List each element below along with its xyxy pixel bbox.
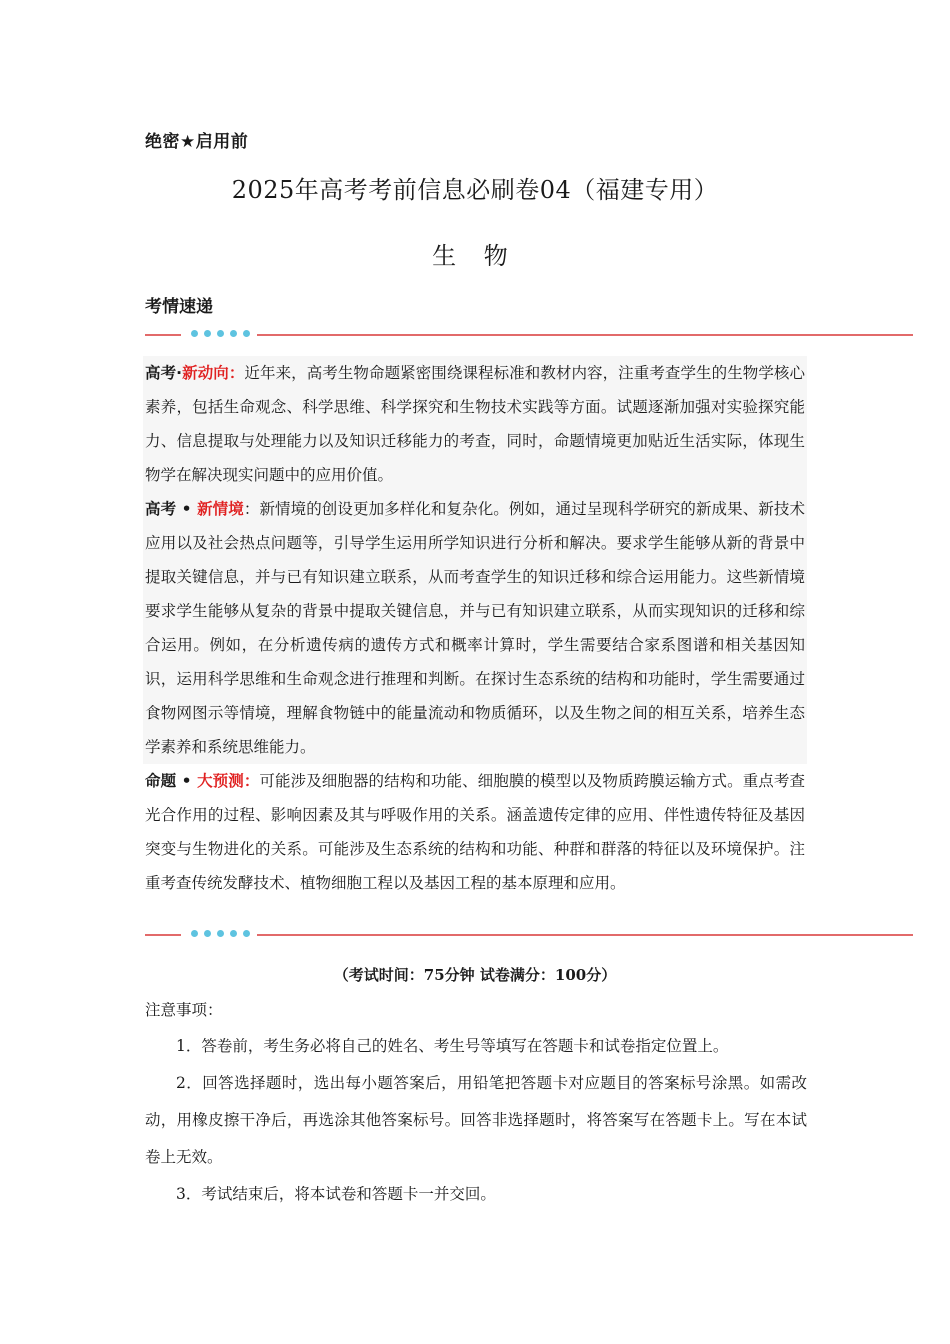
dot-icon — [243, 330, 250, 337]
notice-item: 2．回答选择题时，选出每小题答案后，用铅笔把答题卡对应题目的答案标号涂黑。如需改动，用橡皮擦干净后，再选涂其他答案标号。回答非选择题时，将答案写在答题卡上。写在本试卷上无效。 — [145, 1074, 807, 1166]
section-heading: 考情速递 — [145, 297, 213, 317]
big-prediction-text: 可能涉及细胞器的结构和功能、细胞膜的模型以及物质跨膜运输方式。重点考查光合作用的过程、影响因素及其与呼吸作用的关系。涵盖遗传定律的应用、伴性遗传特征及基因突变与生物进化的关系。可能涉及生态系统的结构和功能、种群和群落的特征以及环境保护。注重考查传统发酵技术、植物细胞工程以及基因工程的基本原理和应用。 — [145, 772, 805, 892]
dot-icon — [191, 930, 198, 937]
divider-line — [145, 934, 181, 936]
subject-title: 生 物 — [432, 242, 518, 270]
top-divider — [145, 328, 913, 342]
dot-icon — [217, 930, 224, 937]
paper-title: 2025年高考考前信息必刷卷04（福建专用） — [231, 176, 719, 204]
new-direction-paragraph — [143, 356, 807, 492]
dot-icon — [217, 330, 224, 337]
exam-trend-block — [143, 356, 807, 900]
dot-icon — [204, 330, 211, 337]
notice-list — [145, 1028, 807, 1213]
dot-icon — [230, 330, 237, 337]
exam-time-score: （考试时间：75分钟 试卷满分：100分） — [333, 966, 617, 984]
new-context-paragraph: 高考 • 新情境：新情境的创设更加多样化和复杂化。例如，通过呈现科学研究的新成果、新技术应用以及社会热点问题等，引导学生运用所学知识进行分析和解决。要求学生能够从新的背景中提取关键信息，并与已有知识建立联系，从而考查学生的知识迁移和综合运用能力。这些新情境要求学生能够从复杂的背景中提取关键信息，并与已有知识建立联系，从而实现知识的迁移和综合运用。例如，在分析遗传病的遗传方式和概率计算时，学生需要结合家系图谱和相关基因知识，运用科学思维和生命观念进行推理和判断。在探讨生态系统的结构和功能时，学生需要通过食物网图示等情境，理解食物链中的能量流动和物质循环，以及生物之间的相互关系，培养生态学素养和系统思维能力。 — [145, 500, 805, 756]
dot-icon — [191, 330, 198, 337]
divider-line — [257, 334, 913, 336]
confidential-label: 绝密★启用前 — [145, 132, 249, 152]
big-prediction-paragraph — [143, 764, 807, 900]
new-context-lead: 高考 • 新情境 — [145, 500, 244, 518]
notice-item: 3．考试结束后，将本试卷和答题卡一并交回。 — [176, 1185, 496, 1203]
notice-item: 1．答卷前，考生务必将自己的姓名、考生号等填写在答题卡和试卷指定位置上。 — [176, 1037, 729, 1055]
big-prediction-lead: 命题 • 大预测： — [145, 772, 260, 790]
divider-dots — [191, 930, 250, 937]
dot-icon — [204, 930, 211, 937]
divider-line — [257, 934, 913, 936]
divider-dots — [191, 330, 250, 337]
bottom-divider — [145, 928, 913, 942]
dot-icon — [243, 930, 250, 937]
new-context-text: 新情境的创设更加多样化和复杂化。例如，通过呈现科学研究的新成果、新技术应用以及社会热点问题等，引导学生运用所学知识进行分析和解决。要求学生能够从新的背景中提取关键信息，并与已有知识建立联系，从而考查学生的知识迁移和综合运用能力。这些新情境要求学生能够从复杂的背景中提取关键信息，并与已有知识建立联系，从而实现知识的迁移和综合运用。例如，在分析遗传病的遗传方式和概率计算时，学生需要结合家系图谱和相关基因知识，运用科学思维和生命观念进行推理和判断。在探讨生态系统的结构和功能时，学生需要通过食物网图示等情境，理解食物链中的能量流动和物质循环，以及生物之间的相互关系，培养生态学素养和系统思维能力。 — [145, 500, 805, 756]
new-direction-lead: 高考·新动向： — [145, 364, 245, 382]
new-direction-text: 近年来，高考生物命题紧密围绕课程标准和教材内容，注重考查学生的生物学核心素养，包括生命观念、科学思维、科学探究和生物技术实践等方面。试题逐渐加强对实验探究能力、信息提取与处理能力以及知识迁移能力的考查，同时，命题情境更加贴近生活实际，体现生物学在解决现实问题中的应用价值。 — [145, 364, 805, 484]
dot-icon — [230, 930, 237, 937]
divider-line — [145, 334, 181, 336]
notice-title: 注意事项： — [145, 1001, 223, 1019]
